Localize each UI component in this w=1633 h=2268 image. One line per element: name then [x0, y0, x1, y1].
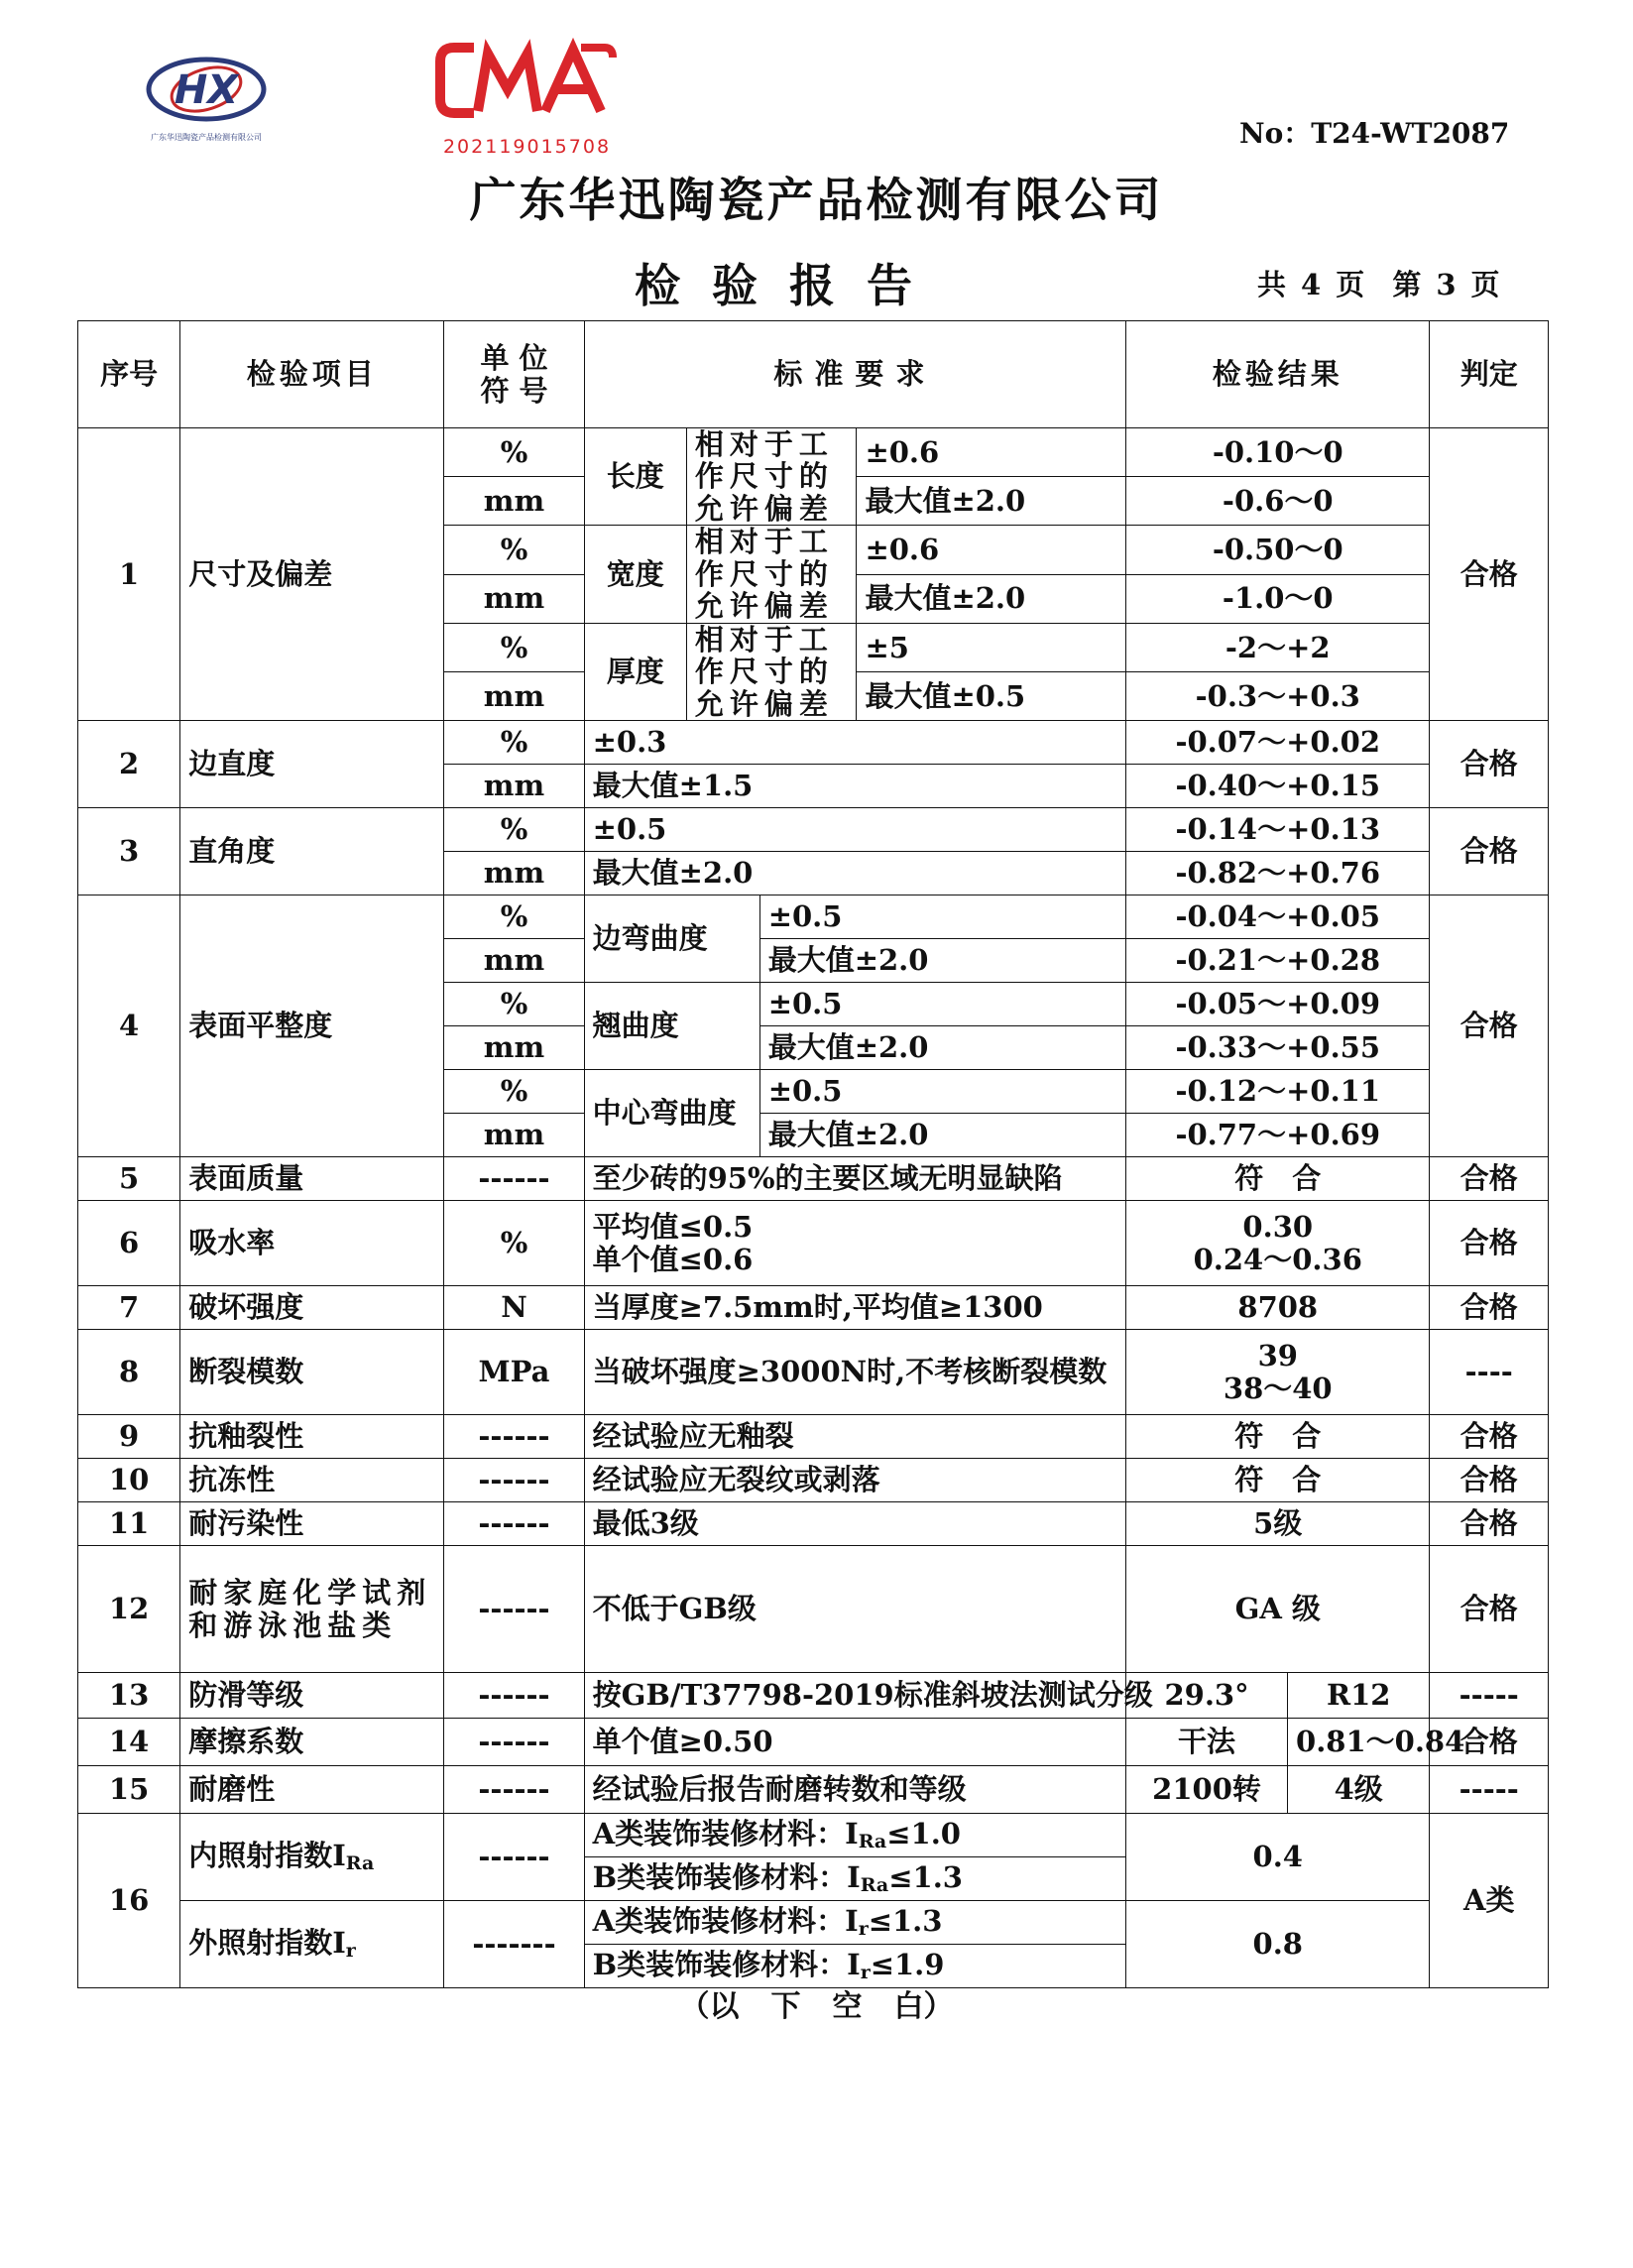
judgment-cell: 合格 — [1430, 1201, 1549, 1286]
row-no: 8 — [78, 1330, 180, 1415]
table-row — [78, 1157, 1549, 1201]
header-item: 检验项目 — [180, 321, 444, 428]
result-cell: 2100转 — [1126, 1766, 1288, 1814]
judgment-cell: 合格 — [1430, 721, 1549, 808]
req-cell: B类装饰装修材料：$I_r\le 1.9$ — [584, 1945, 1125, 1988]
row-item: 直角度 — [180, 808, 444, 895]
unit-cell: mm — [444, 574, 584, 623]
unit-cell: ------ — [444, 1719, 584, 1766]
row-item: 摩擦系数 — [180, 1719, 444, 1766]
result-cell: 0.81～0.84 — [1288, 1719, 1430, 1766]
req-cell: 最大值±2.0 — [759, 939, 1125, 983]
judgment-cell: 合格 — [1430, 808, 1549, 895]
req-cell: 至少砖的95%的主要区域无明显缺陷 — [584, 1157, 1125, 1201]
req-cell: ±0.3 — [584, 721, 1125, 765]
result-cell: 符 合 — [1126, 1415, 1430, 1459]
result-cell: -1.0～0 — [1126, 574, 1430, 623]
unit-cell: mm — [444, 1026, 584, 1070]
row-no: 10 — [78, 1459, 180, 1502]
header-no: 序号 — [78, 321, 180, 428]
req-cell: 最大值±2.0 — [759, 1114, 1125, 1157]
row-no: 2 — [78, 721, 180, 808]
unit-cell: ------ — [444, 1502, 584, 1546]
sub-item: 翘曲度 — [584, 983, 759, 1070]
judgment-cell: 合格 — [1430, 1719, 1549, 1766]
report-title: 检验报告 — [635, 259, 944, 312]
cma-code: 202119015708 — [442, 136, 612, 158]
result-cell: -0.40～+0.15 — [1126, 765, 1430, 808]
judgment-cell: ----- — [1430, 1673, 1549, 1719]
hx-logo — [127, 48, 286, 147]
result-cell: -0.21～+0.28 — [1126, 939, 1430, 983]
req-cell: 经试验应无釉裂 — [584, 1415, 1125, 1459]
unit-cell: % — [444, 895, 584, 939]
req-cell: A类装饰装修材料：$I_{Ra}\le 1.0$ — [584, 1814, 1125, 1857]
page-info: 共 4 页 第 3 页 — [1257, 268, 1503, 301]
req-cell: ±0.5 — [759, 983, 1125, 1026]
req-cell: B类装饰装修材料：$I_{Ra}\le 1.3$ — [584, 1857, 1125, 1901]
sub-requirement: 相对于工作尺寸的允许偏差 — [686, 623, 857, 720]
judgment-cell: 合格 — [1430, 1157, 1549, 1201]
req-cell: ±0.6 — [857, 526, 1126, 574]
unit-cell: mm — [444, 1114, 584, 1157]
req-cell: 最大值±2.0 — [857, 574, 1126, 623]
unit-cell: ------ — [444, 1766, 584, 1814]
unit-cell: ------ — [444, 1415, 584, 1459]
result-cell: -0.12～+0.11 — [1126, 1070, 1430, 1114]
hx-logo-text: HX — [174, 67, 239, 113]
result-cell: 4级 — [1288, 1766, 1430, 1814]
cma-logo — [434, 40, 618, 121]
sub-item: 厚度 — [584, 623, 686, 720]
unit-cell: mm — [444, 852, 584, 895]
row-no: 11 — [78, 1502, 180, 1546]
unit-cell: % — [444, 808, 584, 852]
table-row — [78, 428, 1549, 477]
result-cell: -0.10～0 — [1126, 428, 1430, 477]
req-cell: 最大值±1.5 — [584, 765, 1125, 808]
table-row — [78, 808, 1549, 852]
result-cell: -0.77～+0.69 — [1126, 1114, 1430, 1157]
header-judgment: 判定 — [1430, 321, 1549, 428]
result-cell: 符 合 — [1126, 1157, 1430, 1201]
result-cell: -2～+2 — [1126, 623, 1430, 671]
req-cell: ±0.5 — [584, 808, 1125, 852]
table-row — [78, 1415, 1549, 1459]
unit-cell: % — [444, 1201, 584, 1286]
table-row — [78, 1766, 1549, 1814]
sub-item: 边弯曲度 — [584, 895, 759, 983]
result-cell: -0.04～+0.05 — [1126, 895, 1430, 939]
table-row — [78, 1286, 1549, 1330]
req-cell: 经试验应无裂纹或剥落 — [584, 1459, 1125, 1502]
result-cell: 8708 — [1126, 1286, 1430, 1330]
hx-company-small: 广东华迅陶瓷产品检测有限公司 — [151, 133, 262, 142]
header-result: 检验结果 — [1126, 321, 1430, 428]
judgment-cell: 合格 — [1430, 895, 1549, 1157]
req-cell: 经试验后报告耐磨转数和等级 — [584, 1766, 1125, 1814]
row-item: 内照射指数$I_{Ra}$ — [180, 1814, 444, 1901]
row-item: 外照射指数$I_r$ — [180, 1901, 444, 1988]
result-cell: 5级 — [1126, 1502, 1430, 1546]
table-row — [78, 1901, 1549, 1945]
result-cell: -0.07～+0.02 — [1126, 721, 1430, 765]
result-cell: -0.50～0 — [1126, 526, 1430, 574]
result-cell: -0.82～+0.76 — [1126, 852, 1430, 895]
result-cell: 干法 — [1126, 1719, 1288, 1766]
unit-cell: mm — [444, 765, 584, 808]
sub-item: 中心弯曲度 — [584, 1070, 759, 1157]
table-row — [78, 721, 1549, 765]
row-item: 耐磨性 — [180, 1766, 444, 1814]
judgment-cell: 合格 — [1430, 1459, 1549, 1502]
row-no: 15 — [78, 1766, 180, 1814]
inspection-table — [77, 320, 1549, 1988]
unit-cell: ------- — [444, 1901, 584, 1988]
row-no: 4 — [78, 895, 180, 1157]
row-no: 7 — [78, 1286, 180, 1330]
req-cell: A类装饰装修材料：$I_r\le 1.3$ — [584, 1901, 1125, 1945]
table-row — [78, 1719, 1549, 1766]
req-cell: 按GB/T37798-2019标准斜坡法测试分级 — [584, 1673, 1125, 1719]
unit-cell: mm — [444, 939, 584, 983]
judgment-cell: 合格 — [1430, 1546, 1549, 1673]
table-row — [78, 895, 1549, 939]
unit-cell: mm — [444, 672, 584, 721]
row-item: 吸水率 — [180, 1201, 444, 1286]
row-item: 防滑等级 — [180, 1673, 444, 1719]
req-cell: ±5 — [857, 623, 1126, 671]
row-no: 9 — [78, 1415, 180, 1459]
unit-cell: ------ — [444, 1814, 584, 1901]
company-name: 广东华迅陶瓷产品检测有限公司 — [469, 174, 1164, 228]
table-row — [78, 1459, 1549, 1502]
row-no: 14 — [78, 1719, 180, 1766]
row-no: 16 — [78, 1814, 180, 1988]
table-row — [78, 1330, 1549, 1415]
judgment-cell: 合格 — [1430, 1286, 1549, 1330]
req-cell: ±0.5 — [759, 895, 1125, 939]
unit-cell: ------ — [444, 1459, 584, 1502]
sub-item: 长度 — [584, 428, 686, 526]
result-cell: 39 38～40 — [1126, 1330, 1430, 1415]
unit-cell: ------ — [444, 1546, 584, 1673]
row-item: 表面平整度 — [180, 895, 444, 1157]
sub-item: 宽度 — [584, 526, 686, 623]
unit-cell: ------ — [444, 1673, 584, 1719]
req-cell: 当破坏强度≥3000N时,不考核断裂模数 — [584, 1330, 1125, 1415]
unit-cell: % — [444, 623, 584, 671]
row-item: 断裂模数 — [180, 1330, 444, 1415]
row-item: 耐污染性 — [180, 1502, 444, 1546]
row-item: 边直度 — [180, 721, 444, 808]
header-unit: 单 位 符 号 — [444, 321, 584, 428]
result-cell: 29.3° — [1126, 1673, 1288, 1719]
row-item: 抗釉裂性 — [180, 1415, 444, 1459]
result-cell: -0.05～+0.09 — [1126, 983, 1430, 1026]
result-cell: R12 — [1288, 1673, 1430, 1719]
row-no: 5 — [78, 1157, 180, 1201]
row-item: 抗冻性 — [180, 1459, 444, 1502]
row-item: 尺寸及偏差 — [180, 428, 444, 721]
blank-below-note: （以 下 空 白） — [679, 1989, 954, 2024]
report-number: No：T24-WT2087 — [1239, 117, 1510, 150]
req-cell: 当厚度≥7.5mm时,平均值≥1300 — [584, 1286, 1125, 1330]
row-item: 表面质量 — [180, 1157, 444, 1201]
req-cell: 最大值±0.5 — [857, 672, 1126, 721]
unit-cell: % — [444, 721, 584, 765]
row-no: 13 — [78, 1673, 180, 1719]
judgment-cell: A类 — [1430, 1814, 1549, 1988]
table-row — [78, 1502, 1549, 1546]
req-cell: 不低于GB级 — [584, 1546, 1125, 1673]
unit-cell: mm — [444, 477, 584, 526]
unit-cell: % — [444, 983, 584, 1026]
row-no: 6 — [78, 1201, 180, 1286]
table-row — [78, 1814, 1549, 1857]
result-cell: 0.30 0.24～0.36 — [1126, 1201, 1430, 1286]
table-row — [78, 1673, 1549, 1719]
result-cell: 0.8 — [1126, 1901, 1430, 1988]
table-row — [78, 1546, 1549, 1673]
row-no: 12 — [78, 1546, 180, 1673]
table-row — [78, 1201, 1549, 1286]
req-cell: 最低3级 — [584, 1502, 1125, 1546]
sub-requirement: 相对于工作尺寸的允许偏差 — [686, 428, 857, 526]
row-no: 1 — [78, 428, 180, 721]
req-cell: 单个值≥0.50 — [584, 1719, 1125, 1766]
result-cell: -0.33～+0.55 — [1126, 1026, 1430, 1070]
sub-requirement: 相对于工作尺寸的允许偏差 — [686, 526, 857, 623]
judgment-cell: ----- — [1430, 1766, 1549, 1814]
req-cell: 最大值±2.0 — [584, 852, 1125, 895]
unit-cell: % — [444, 1070, 584, 1114]
result-cell: GA 级 — [1126, 1546, 1430, 1673]
judgment-cell: 合格 — [1430, 1415, 1549, 1459]
result-cell: -0.14～+0.13 — [1126, 808, 1430, 852]
judgment-cell: ---- — [1430, 1330, 1549, 1415]
result-cell: -0.6～0 — [1126, 477, 1430, 526]
header-requirement: 标准要求 — [584, 321, 1125, 428]
judgment-cell: 合格 — [1430, 1502, 1549, 1546]
req-cell: 最大值±2.0 — [857, 477, 1126, 526]
row-item: 耐家庭化学试剂和游泳池盐类 — [180, 1546, 444, 1673]
result-cell: 0.4 — [1126, 1814, 1430, 1901]
unit-cell: % — [444, 526, 584, 574]
req-cell: 平均值≤0.5 单个值≤0.6 — [584, 1201, 1125, 1286]
unit-cell: ------ — [444, 1157, 584, 1201]
row-item: 破坏强度 — [180, 1286, 444, 1330]
unit-cell: MPa — [444, 1330, 584, 1415]
result-cell: 符 合 — [1126, 1459, 1430, 1502]
unit-cell: N — [444, 1286, 584, 1330]
judgment-cell: 合格 — [1430, 428, 1549, 721]
req-cell: ±0.5 — [759, 1070, 1125, 1114]
row-no: 3 — [78, 808, 180, 895]
req-cell: 最大值±2.0 — [759, 1026, 1125, 1070]
result-cell: -0.3～+0.3 — [1126, 672, 1430, 721]
table-header-row — [78, 321, 1549, 428]
req-cell: ±0.6 — [857, 428, 1126, 477]
unit-cell: % — [444, 428, 584, 477]
